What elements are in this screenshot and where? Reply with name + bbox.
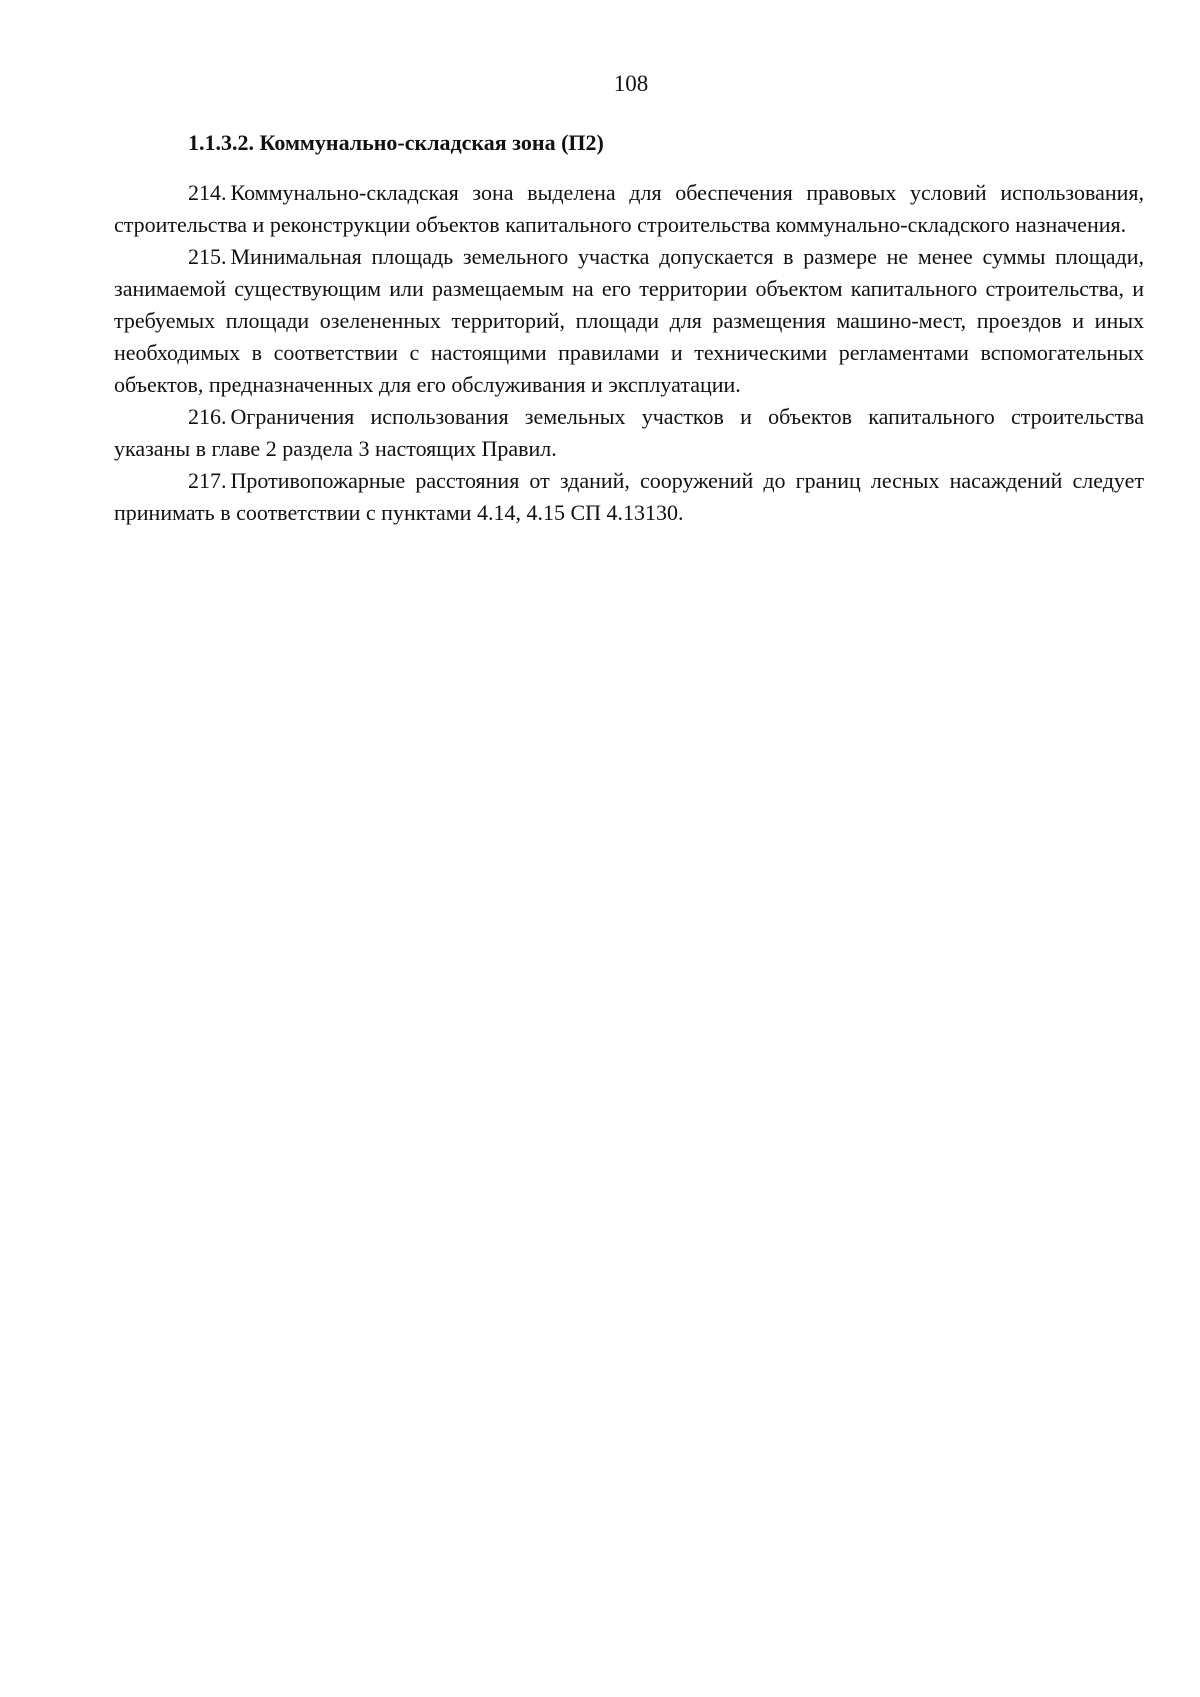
- paragraph-number: 214.: [188, 180, 227, 205]
- paragraph-number: 215.: [188, 244, 227, 269]
- paragraph-217: [114, 465, 1144, 529]
- paragraph-text: Ограничения использования земельных участков и объектов капитального строительства указаны в главе 2 раздела 3 настоящих Правил.: [114, 404, 1144, 461]
- paragraph-215: [114, 241, 1144, 401]
- paragraph-214: [114, 177, 1144, 241]
- section-title: 1.1.3.2. Коммунально-складская зона (П2): [188, 130, 604, 155]
- paragraph-text: Коммунально-складская зона выделена для обеспечения правовых условий использования, строительства и реконструкции объектов капитального строительства коммунально-складского назначения.: [114, 180, 1144, 237]
- paragraph-text: Минимальная площадь земельного участка допускается в размере не менее суммы площади, занимаемой существующим или размещаемым на его территории объектом капитального строительства, и требуемых площади озелененных территорий, площади для размещения машино-мест, проездов и иных необходимых в соответствии с настоящими правилами и техническими регламентами вспомогательных объектов, предназначенных для его обслуживания и эксплуатации.: [114, 244, 1144, 397]
- paragraph-number: 216.: [188, 404, 227, 429]
- page-content: [114, 128, 1144, 529]
- paragraph-number: 217.: [188, 468, 227, 493]
- paragraph-216: [114, 401, 1144, 465]
- paragraph-text: Противопожарные расстояния от зданий, сооружений до границ лесных насаждений следует принимать в соответствии с пунктами 4.14, 4.15 СП 4.13130.: [114, 468, 1144, 525]
- page-number: 108: [613, 71, 649, 96]
